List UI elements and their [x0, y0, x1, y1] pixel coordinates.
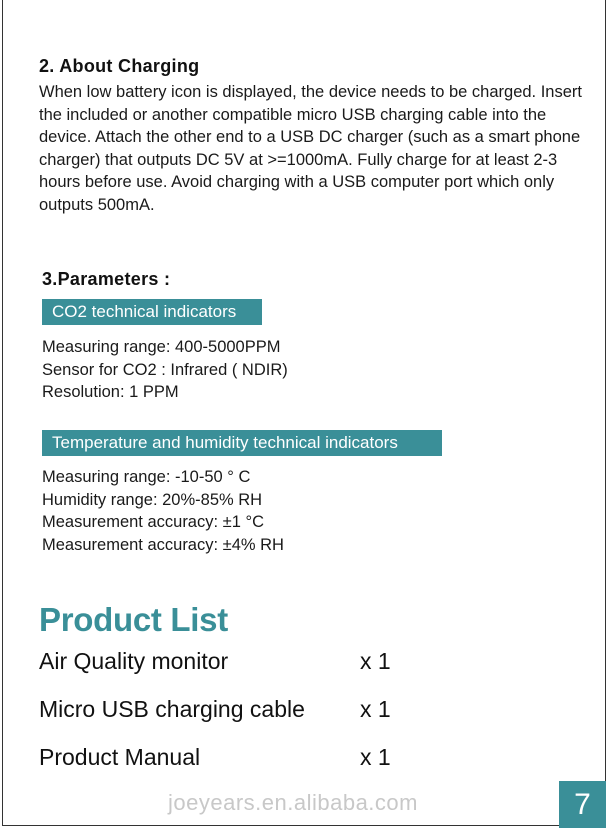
temp-measuring-range: Measuring range: -10-50 ° C	[42, 468, 251, 486]
charging-paragraph: When low battery icon is displayed, the device needs to be charged. Insert the included or another compatible micro USB charging cable into the device. Attach the other end to a USB DC charger (such as a smart phone charger) that outputs DC 5V at >=1000mA. Fully charge for at least 2-3 hours before use. Avoid charging with a USB computer port which only outputs 500mA.	[39, 83, 582, 214]
product-quantity: x 1	[360, 744, 391, 770]
page-number: 7	[559, 781, 606, 828]
product-row	[39, 696, 399, 726]
humidity-range: Humidity range: 20%-85% RH	[42, 490, 263, 509]
watermark: joeyears.en.alibaba.com	[168, 790, 418, 815]
product-name: Air Quality monitor	[39, 648, 229, 674]
parameters-heading: 3.Parameters :	[42, 269, 171, 289]
product-row	[39, 648, 399, 678]
product-name: Micro USB charging cable	[39, 696, 305, 722]
product-name: Product Manual	[39, 744, 201, 770]
temp-humidity-parameter-list	[42, 466, 284, 556]
humidity-accuracy: Measurement accuracy: ±4% RH	[42, 535, 284, 554]
product-quantity: x 1	[360, 648, 391, 674]
co2-parameter-list	[42, 336, 288, 404]
co2-indicators-band: CO2 technical indicators	[42, 299, 262, 325]
charging-heading: 2. About Charging	[39, 56, 200, 76]
co2-resolution: Resolution: 1 PPM	[42, 383, 179, 401]
product-row	[39, 744, 399, 774]
product-list-title: Product List	[39, 601, 228, 638]
co2-sensor: Sensor for CO2 : Infrared ( NDIR)	[42, 360, 288, 379]
co2-measuring-range: Measuring range: 400-5000PPM	[42, 338, 281, 356]
temp-humidity-indicators-band: Temperature and humidity technical indicators	[42, 430, 442, 456]
product-quantity: x 1	[360, 696, 391, 722]
temp-accuracy: Measurement accuracy: ±1 °C	[42, 513, 264, 531]
